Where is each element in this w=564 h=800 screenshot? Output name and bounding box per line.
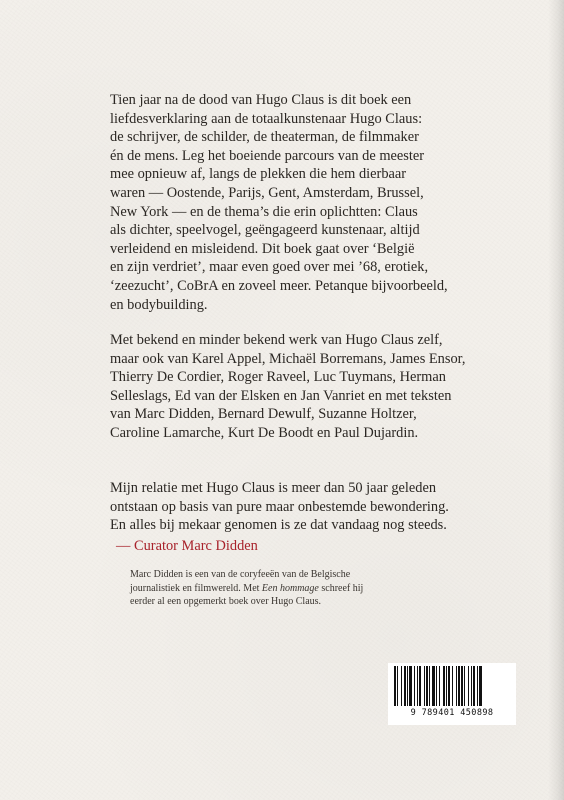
bio-line bbox=[130, 582, 450, 596]
barcode-bar bbox=[417, 666, 418, 706]
bio-text: schreef hij bbox=[321, 582, 364, 594]
barcode-bar bbox=[426, 666, 428, 706]
text-line: waren — Oostende, Parijs, Gent, Amsterdam, Brussel, bbox=[110, 184, 424, 201]
barcode-bar bbox=[429, 666, 430, 706]
barcode-bar bbox=[394, 666, 396, 706]
barcode-bar bbox=[458, 666, 460, 706]
text-line: en bodybuilding. bbox=[110, 296, 208, 313]
text-line: Selleslags, Ed van der Elsken en Jan Vanriet en met teksten bbox=[110, 387, 452, 404]
text-line: de schrijver, de schilder, de theaterman, de filmmaker bbox=[110, 129, 419, 146]
text-line: én de mens. Leg het boeiende parcours van de meester bbox=[110, 147, 425, 164]
barcode-bar bbox=[464, 666, 465, 706]
bio-line: eerder al een opgemerkt boek over Hugo Claus. bbox=[130, 596, 322, 607]
barcode-bar bbox=[432, 666, 435, 706]
quote-attribution: — Curator Marc Didden bbox=[116, 538, 258, 554]
isbn-barcode bbox=[388, 663, 516, 725]
barcode-bar bbox=[397, 666, 398, 706]
barcode-bar bbox=[473, 666, 475, 706]
text-line: en zijn verdriet’, maar even goed over mei ’68, erotiek, bbox=[110, 259, 429, 276]
barcode-bar bbox=[471, 666, 472, 706]
contributors-paragraph bbox=[110, 331, 470, 443]
bio-text: journalistiek en filmwereld. Met bbox=[130, 582, 260, 594]
curator-quote bbox=[110, 479, 470, 535]
text-line: En alles bij mekaar genomen is ze dat vandaag nog steeds. bbox=[110, 517, 447, 534]
text-line: Caroline Lamarche, Kurt De Boodt en Paul Dujardin. bbox=[110, 424, 419, 441]
description-paragraph bbox=[110, 91, 470, 314]
book-title: Een hommage bbox=[261, 582, 319, 594]
barcode-bar bbox=[479, 666, 482, 706]
text-line: mee opnieuw af, langs de plekken die hem dierbaar bbox=[110, 166, 407, 183]
spine-shadow bbox=[548, 0, 564, 800]
barcode-bar bbox=[424, 666, 425, 706]
text-line: Met bekend en minder bekend werk van Hugo Claus zelf, bbox=[110, 332, 443, 348]
barcode-bar bbox=[439, 666, 440, 706]
barcode-bars bbox=[394, 666, 510, 708]
barcode-bar bbox=[419, 666, 421, 706]
text-line: verleidend en misleidend. Dit boek gaat over ‘België bbox=[110, 240, 415, 257]
text-line: maar ook van Karel Appel, Michaël Borremans, James Ensor, bbox=[110, 350, 466, 367]
barcode-bar bbox=[409, 666, 412, 706]
barcode-bar bbox=[414, 666, 415, 706]
text-line: ‘zeezucht’, CoBrA en zoveel meer. Petanque bijvoorbeeld, bbox=[110, 277, 448, 294]
text-line: New York — en de thema’s die erin oplichtten: Claus bbox=[110, 203, 418, 220]
text-line: ontstaan op basis van pure maar onbestemde bewondering. bbox=[110, 498, 449, 515]
barcode-bar bbox=[443, 666, 445, 706]
barcode-bar bbox=[446, 666, 447, 706]
barcode-bar bbox=[404, 666, 406, 706]
curator-bio bbox=[130, 568, 450, 609]
barcode-bar bbox=[461, 666, 463, 706]
text-line: als dichter, speelvogel, geëngageerd kunstenaar, altijd bbox=[110, 222, 420, 239]
barcode-bar bbox=[401, 666, 402, 706]
barcode-bar bbox=[452, 666, 453, 706]
barcode-bar bbox=[477, 666, 478, 706]
text-line: van Marc Didden, Bernard Dewulf, Suzanne Holtzer, bbox=[110, 406, 417, 423]
text-line: Thierry De Cordier, Roger Raveel, Luc Tuymans, Herman bbox=[110, 369, 446, 386]
barcode-bar bbox=[436, 666, 437, 706]
text-line: liefdesverklaring aan de totaalkunstenaar Hugo Claus: bbox=[110, 110, 423, 127]
barcode-bar bbox=[468, 666, 469, 706]
barcode-bar bbox=[407, 666, 408, 706]
bio-line: Marc Didden is een van de coryfeeën van de Belgische bbox=[130, 569, 351, 580]
text-line: Tien jaar na de dood van Hugo Claus is dit boek een bbox=[110, 92, 412, 108]
barcode-bar bbox=[448, 666, 450, 706]
text-line: Mijn relatie met Hugo Claus is meer dan 50 jaar geleden bbox=[110, 480, 437, 496]
isbn-digits: 9 789401 450898 bbox=[410, 708, 494, 718]
barcode-bar bbox=[456, 666, 457, 706]
